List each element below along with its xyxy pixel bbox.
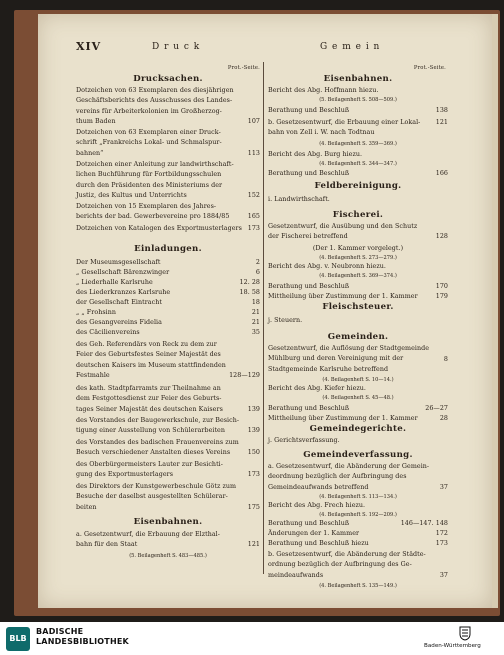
list-item: Berathung und Beschluß 26—27 <box>268 404 448 414</box>
list-item: Der Museumsgesellschaft 2 <box>76 258 260 268</box>
page-ref: 8 <box>443 355 448 363</box>
page-ref: 175 <box>247 503 260 511</box>
list-item: Dotzeichen von 63 Exemplaren einer Druck- schrift „Frankreichs Lokal- und Schmalspur- bahnen“ 113 <box>76 128 260 159</box>
section-heading: Einladungen. <box>134 244 202 254</box>
section-heading: Feldbereinigung. <box>314 181 402 191</box>
list-item: b. Gesetzesentwurf, die Erbauung einer Lokal- bahn von Zell i. W. nach Todtnau 121 <box>268 119 448 137</box>
list-item: a. Gesetzesentwurf, die Abänderung der Gemein- deordnung bezüglich der Aufbringung des Gemeindeaufwands betreffend 37 <box>268 462 448 493</box>
list-item: Berathung und Beschluß 166 <box>268 169 448 179</box>
list-item: „ Gesellschaft Bärenzwinger 6 <box>76 268 260 278</box>
page-ref: 150 <box>247 449 260 457</box>
section-heading: Gemeinden. <box>327 332 389 342</box>
list-item: Bericht des Abg. Kiefer hiezu. <box>268 385 366 392</box>
list-item: Gesetzentwurf, die Ausübung und den Schutz der Fischerei betreffend 128 <box>268 222 448 243</box>
reference-note: (4. Beilagenheft S. 192—209.) <box>319 512 397 518</box>
list-item: Bericht des Abg. Frech hiezu. <box>268 502 366 509</box>
list-item: des Vorstandes der Baugewerkschule, zur Besich- tigung einer Ausstellung von Schülerarbeiten 139 <box>76 416 260 437</box>
state-name: Baden-Württemberg <box>424 643 481 649</box>
reference-note: (4. Beilagenheft S. 10—14.) <box>322 377 394 383</box>
section-heading: Fischerei. <box>332 210 384 220</box>
list-item: Mittheilung über Zustimmung der 1. Kammer 179 <box>268 292 448 302</box>
list-item: des Vorstandes des badischen Frauenvereins zum Besuch verschiedener Anstalten dieses Vereins 150 <box>76 438 260 459</box>
left-column <box>76 0 260 600</box>
page-ref: 12. 28 <box>239 279 260 286</box>
page-ref: 2 <box>255 259 260 266</box>
reference-note: (4. Beilagenheft S. 273—279.) <box>319 255 397 261</box>
list-item: „ Liederhalle Karlsruhe 12. 28 <box>76 278 260 288</box>
reference-note: (5. Beilagenheft S. 483—485.) <box>129 553 207 559</box>
right-running-head: G e m e i n <box>320 42 381 52</box>
list-item: Bericht des Abg. Hoffmann hiezu. <box>268 87 379 94</box>
list-item: Dotzeichen von 63 Exemplaren des diesjährigen Geschäftsberichts des Ausschusses des Landes- vereins für Arbeiterkolonien im Großherzog- thum Baden 107 <box>76 86 260 128</box>
page-ref: 18. 58 <box>239 289 260 296</box>
section-heading: Gemeindegerichte. <box>309 424 407 434</box>
page-ref: 166 <box>435 170 448 177</box>
list-item: Änderungen der 1. Kammer 172 <box>268 529 448 539</box>
reference-note: (4. Beilagenheft S. 369—374.) <box>319 273 397 279</box>
list-item: des Cäcilienvereins 35 <box>76 328 260 338</box>
page-ref: 107 <box>247 118 260 126</box>
page-ref: 173 <box>435 540 448 547</box>
page-ref: 146—147. 148 <box>400 520 448 527</box>
reference-note: (4. Beilagenheft S. 359—369.) <box>319 141 397 147</box>
coat-of-arms-icon <box>457 625 473 641</box>
list-item: i. Landwirthschaft. <box>268 196 330 203</box>
section-heading: Fleischsteuer. <box>322 302 394 312</box>
list-item: Dotzeichen einer Anleitung zur landwirthschaft- lichen Buchführung für Fortbildungsschulen durch den Präsidenten des Ministeriums der Justiz, des Kultus und Unterrichts 152 <box>76 160 260 202</box>
page-ref: 113 <box>247 149 260 157</box>
list-item: j. Gerichtsverfassung. <box>268 437 340 444</box>
section-heading: Eisenbahnen. <box>133 517 203 527</box>
list-item: Bericht des Abg. v. Neubronn hiezu. <box>268 263 386 270</box>
page-ref: 172 <box>435 530 448 537</box>
price-header-left: Prot.-Seite. <box>227 65 260 71</box>
page-edge <box>492 14 498 608</box>
page-ref: 138 <box>435 107 448 114</box>
blb-logo[interactable]: BLB <box>6 627 30 651</box>
page-ref: 152 <box>247 192 260 200</box>
page-ref: 139 <box>247 405 260 413</box>
page-ref: 170 <box>435 283 448 290</box>
page-ref: 139 <box>247 427 260 435</box>
page-ref: 173 <box>247 471 260 479</box>
section-heading: Drucksachen. <box>133 74 203 84</box>
page-ref: 121 <box>435 119 448 127</box>
list-item: Bericht des Abg. Burg hiezu. <box>268 151 363 158</box>
list-item: j. Steuern. <box>268 317 303 324</box>
reference-note: (4. Beilagenheft S. 344—347.) <box>319 161 397 167</box>
list-item: Mittheilung über Zustimmung der 1. Kammer 28 <box>268 414 448 424</box>
page-ref: 18 <box>251 299 260 306</box>
list-item: a. Gesetzentwurf, die Erbauung der Elzthal- bahn für den Staat 121 <box>76 530 260 551</box>
page-ref: 179 <box>435 293 448 300</box>
page-ref: 21 <box>251 319 260 326</box>
list-item: Berathung und Beschluß 146—147. 148 <box>268 519 448 529</box>
section-heading: Gemeindeverfassung. <box>303 450 413 460</box>
list-item: Dotzeichen von Katalogen des Exportmusterlagers 173 <box>76 224 260 234</box>
list-item: Gesetzentwurf, die Auflösung der Stadtgemeinde Mühlburg und deren Vereinigung mit der Stadtgemeinde Karlsruhe betreffend 8 <box>268 345 448 373</box>
reference-note: (4. Beilagenheft S. 113—134.) <box>319 494 397 500</box>
price-header-right: Prot.-Seite. <box>413 65 446 71</box>
reference-note: (4. Beilagenheft S. 135—149.) <box>319 583 397 589</box>
page-ref: 165 <box>247 213 260 221</box>
list-item: des Direktors der Kunstgewerbeschule Götz zum Besuche der daselbst ausgestellten Schülerar- beiten 175 <box>76 482 260 513</box>
page-ref: 21 <box>251 309 260 316</box>
list-item: des Geh. Referendärs von Reck zu dem zur Feier des Geburtsfestes Seiner Majestät des deutschen Kaisers im Museum stattfindenden Festmahle 128—129 <box>76 340 260 382</box>
list-item: (Der 1. Kammer vorgelegt.) <box>312 245 404 252</box>
page-ref: 128—129 <box>229 372 260 380</box>
page-ref: 28 <box>439 415 448 422</box>
list-item: b. Gesetzesentwurf, die Abänderung der Städte- ordnung bezüglich der Aufbringung des Ge- meindeaufwands 37 <box>268 550 448 581</box>
reference-note: (5. Beilagenheft S. 508—509.) <box>319 97 397 103</box>
column-divider <box>263 62 264 574</box>
left-running-head: D r u c k <box>152 42 201 52</box>
list-item: Dotzeichen von 15 Exemplaren des Jahres- berichts der bad. Gewerbevereine pro 1884/85 165 <box>76 202 260 223</box>
list-item: Berathung und Beschluß 138 <box>268 106 448 116</box>
section-heading: Eisenbahnen. <box>323 74 393 84</box>
reference-note: (4. Beilagenheft S. 45—48.) <box>322 395 394 401</box>
page-number: XIV <box>76 40 102 53</box>
library-name[interactable]: BADISCHE LANDESBIBLIOTHEK <box>36 627 129 646</box>
page-ref: 121 <box>247 541 260 549</box>
list-item: des Oberbürgermeisters Lauter zur Besichti- gung des Exportmusterlagers 173 <box>76 460 260 481</box>
page-ref: 37 <box>439 483 448 491</box>
page-ref: 173 <box>247 225 260 232</box>
right-column <box>268 0 448 600</box>
page-ref: 37 <box>439 571 448 579</box>
list-item: Berathung und Beschluß 170 <box>268 282 448 292</box>
list-item: Berathung und Beschluß hiezu 173 <box>268 539 448 549</box>
list-item: des Gesangvereins Fidelia 21 <box>76 318 260 328</box>
list-item: des Liederkranzes Karlsruhe 18. 58 <box>76 288 260 298</box>
list-item: „ „ Frohsinn 21 <box>76 308 260 318</box>
list-item: des kath. Stadtpfarramts zur Theilnahme an dem Festgottesdienst zur Feier des Geburts- tages Seiner Majestät des deutschen Kaisers 139 <box>76 384 260 415</box>
list-item: der Gesellschaft Eintracht 18 <box>76 298 260 308</box>
page-ref: 128 <box>435 233 448 241</box>
page-ref: 26—27 <box>425 405 448 412</box>
page-ref: 6 <box>255 269 260 276</box>
page-ref: 35 <box>251 329 260 336</box>
